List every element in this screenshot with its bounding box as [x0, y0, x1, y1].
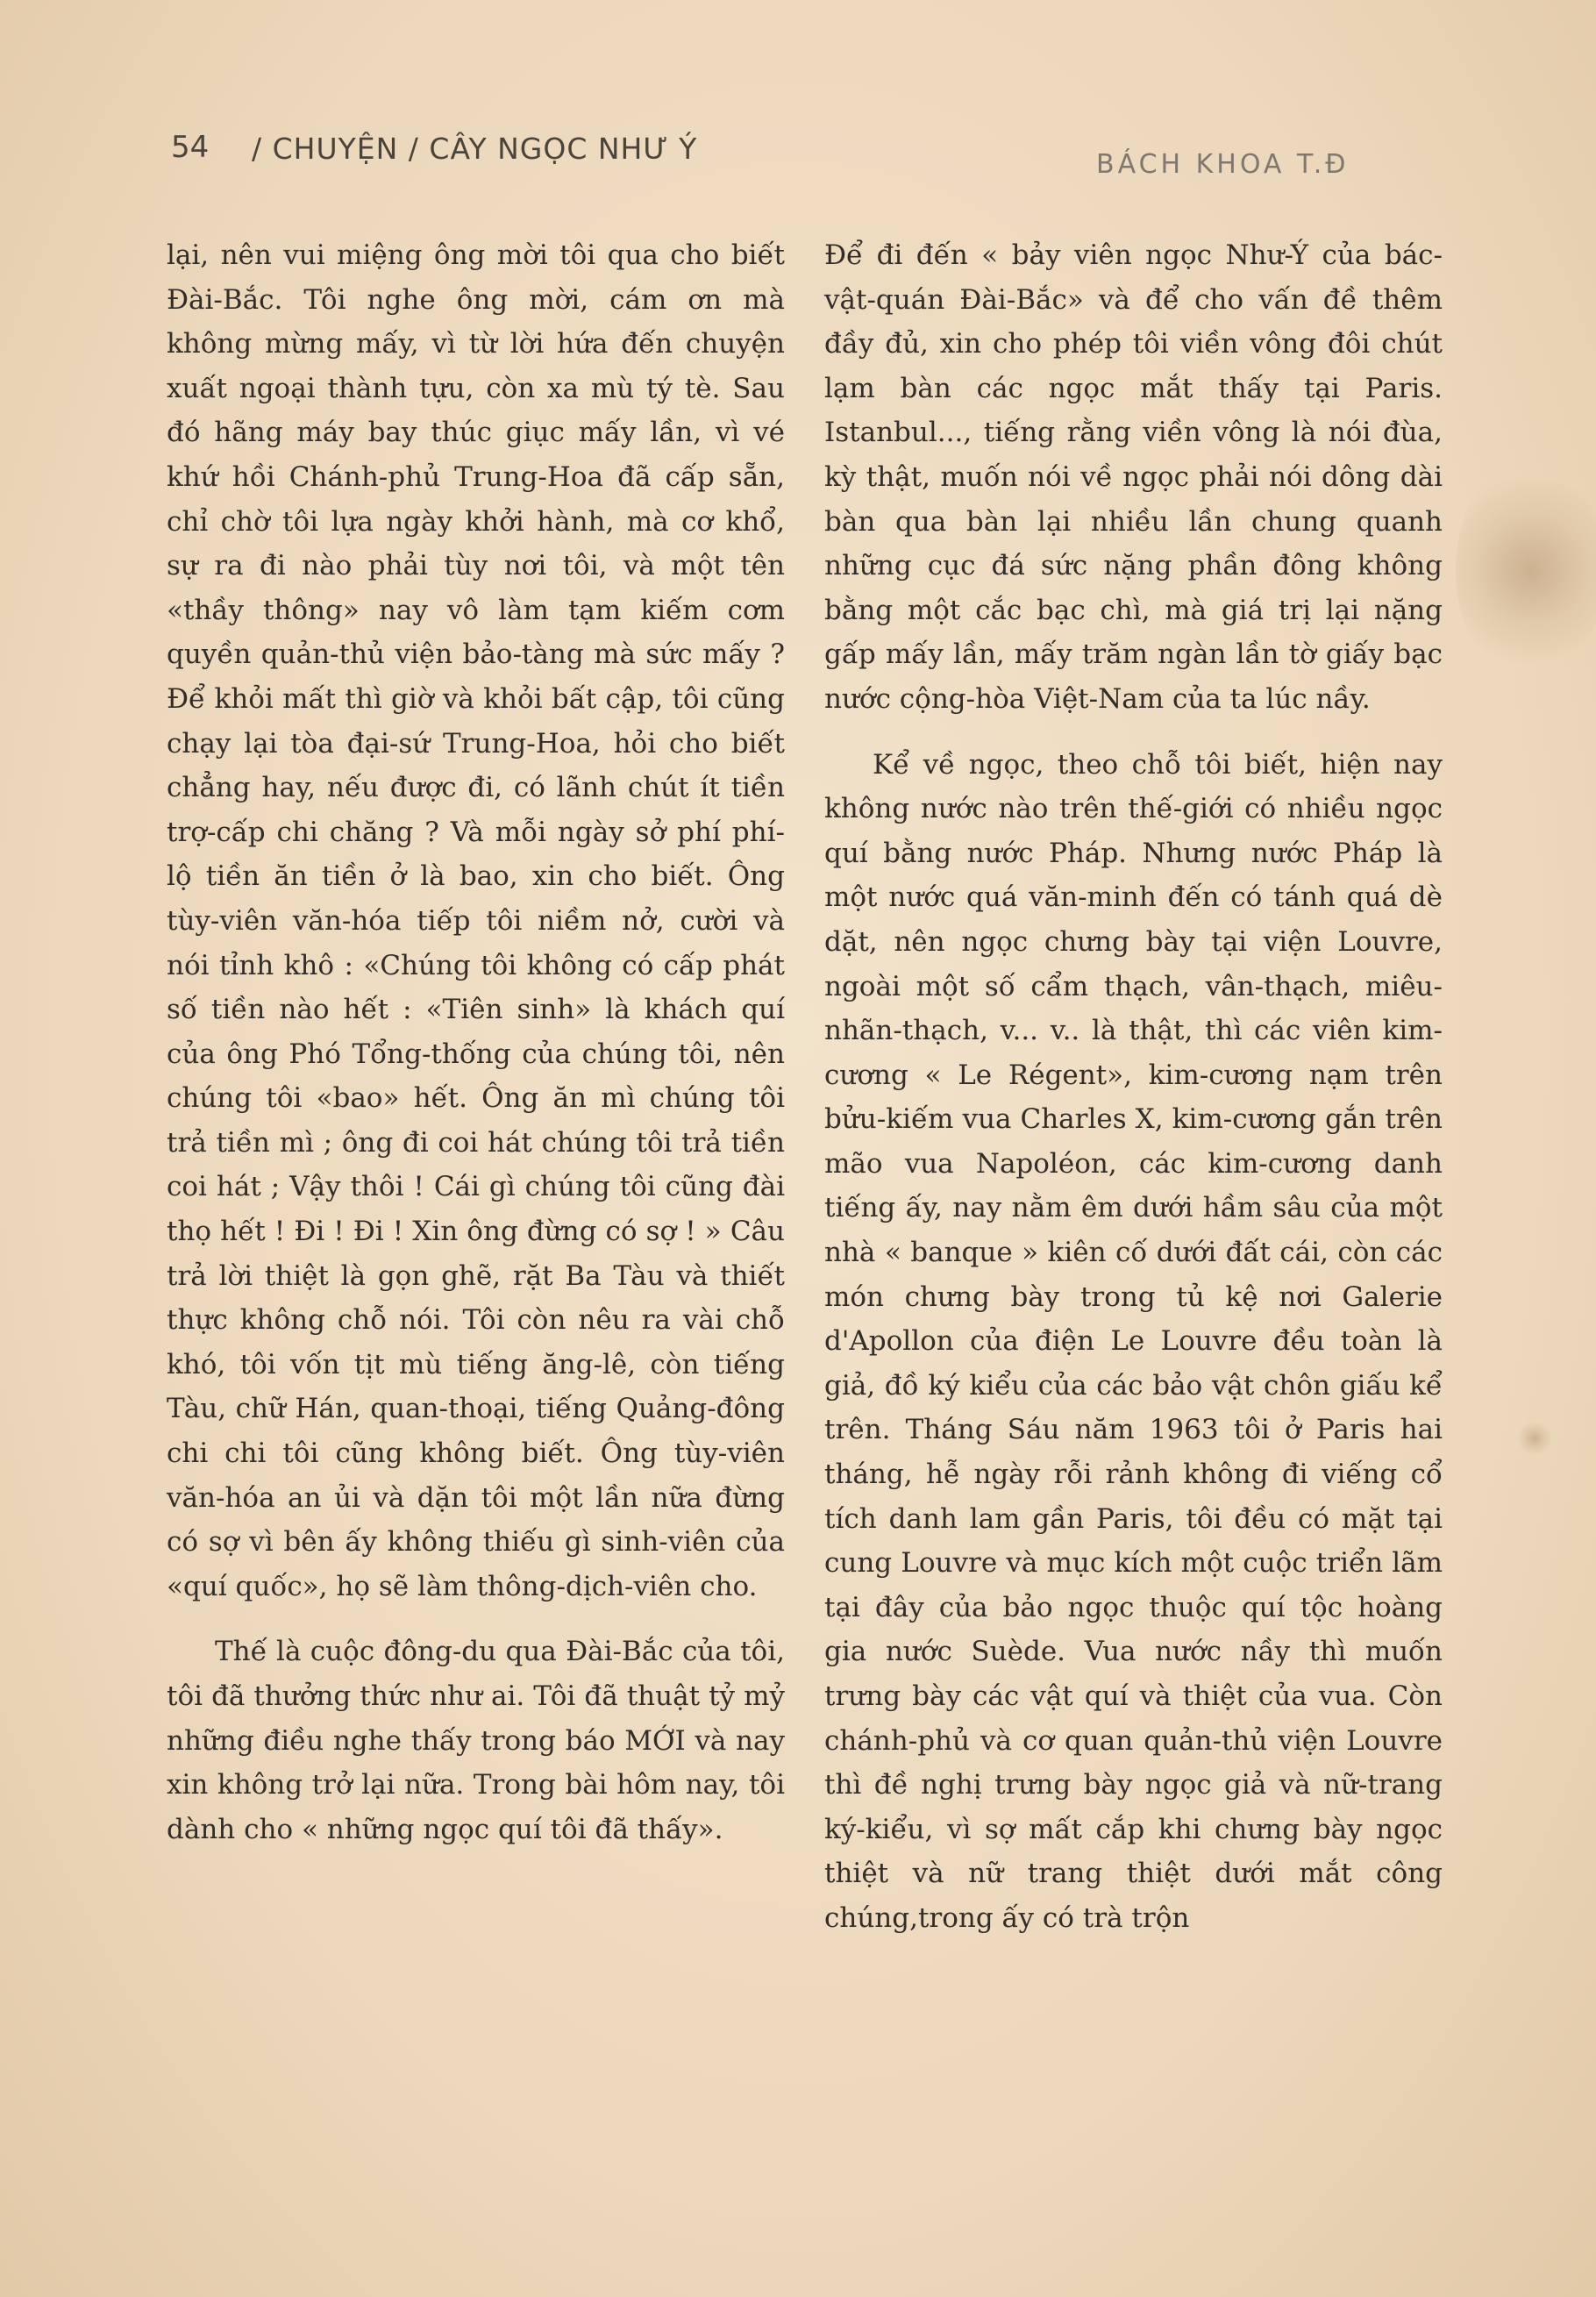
- running-title: / CHUYỆN / CÂY NGỌC NHƯ Ý: [252, 132, 698, 166]
- paragraph: Thế là cuộc đông-du qua Đài-Bắc của tôi, tôi đã thưởng thức như ai. Tôi đã thuật tỷ mỷ những điều nghe thấy trong báo MỚI và nay xin không trở lại nữa. Trong bài hôm nay, tôi dành cho « những ngọc quí tôi đã thấy».: [167, 1636, 785, 1845]
- right-column: [824, 233, 1443, 1941]
- paragraph: Kể về ngọc, theo chỗ tôi biết, hiện nay không nước nào trên thế-giới có nhiều ngọc quí bằng nước Pháp. Nhưng nước Pháp là một nước quá văn-minh đến có tánh quá dè dặt, nên ngọc chưng bày tại viện Louvre, ngoài một số cẩm thạch, vân-thạch, miêu-nhãn-thạch, v... v.. là thật, thì các viên kim-cương « Le Régent», kim-cương nạm trên bửu-kiếm vua Charles X, kim-cương gắn trên mão vua Napoléon, các kim-cương danh tiếng ấy, nay nằm êm dưới hầm sâu của một nhà « banque » kiên cố dưới đất cái, còn các món chưng bày trong tủ kệ nơi Galerie d'Apollon của điện Le Louvre đều toàn là giả, đồ ký kiểu của các bảo vật chôn giấu kể trên. Tháng Sáu năm 1963 tôi ở Paris hai tháng, hễ ngày rỗi rảnh không đi viếng cổ tích danh lam gần Paris, tôi đều có mặt tại cung Louvre và mục kích một cuộc triển lãm tại đây của bảo ngọc thuộc quí tộc hoàng gia nước Suède. Vua nước nầy thì muốn trưng bày các vật quí và thiệt của vua. Còn chánh-phủ và cơ quan quản-thủ viện Louvre thì đề nghị trưng bày ngọc giả và nữ-trang ký-kiểu, vì sợ mất cắp khi chưng bày ngọc thiệt và nữ trang thiệt dưới mắt công chúng,trong ấy có trà trộn: [824, 748, 1443, 1934]
- page-number: 54: [171, 130, 210, 165]
- publication-name: BÁCH KHOA T.Đ: [1096, 149, 1350, 180]
- page-header: [171, 130, 1434, 182]
- paper-stain: [1517, 1421, 1552, 1456]
- paper-stain: [1456, 456, 1596, 684]
- paragraph: lại, nên vui miệng ông mời tôi qua cho biết Đài-Bắc. Tôi nghe ông mời, cám ơn mà không mừng mấy, vì từ lời hứa đến chuyện xuất ngoại thành tựu, còn xa mù tý tè. Sau đó hãng máy bay thúc giục mấy lần, vì vé khứ hồi Chánh-phủ Trung-Hoa đã cấp sẵn, chỉ chờ tôi lựa ngày khởi hành, mà cơ khổ, sự ra đi nào phải tùy nơi tôi, và một tên «thầy thông» nay vô làm tạm kiếm cơm quyền quản-thủ viện bảo-tàng mà sức mấy ? Để khỏi mất thì giờ và khỏi bất cập, tôi cũng chạy lại tòa đại-sứ Trung-Hoa, hỏi cho biết chẳng hay, nếu được đi, có lãnh chút ít tiền trợ-cấp chi chăng ? Và mỗi ngày sở phí phí-lộ tiền ăn tiền ở là bao, xin cho biết. Ông tùy-viên văn-hóa tiếp tôi niềm nở, cười và nói tỉnh khô : «Chúng tôi không có cấp phát số tiền nào hết : «Tiên sinh» là khách quí của ông Phó Tổng-thống của chúng tôi, nên chúng tôi «bao» hết. Ông ăn mì chúng tôi trả tiền mì ; ông đi coi hát chúng tôi trả tiền coi hát ; Vậy thôi ! Cái gì chúng tôi cũng đài thọ hết ! Đi ! Đi ! Xin ông đừng có sợ ! » Câu trả lời thiệt là gọn ghẽ, rặt Ba Tàu và thiết thực không chỗ nói. Tôi còn nêu ra vài chỗ khó, tôi vốn tịt mù tiếng ăng-lê, còn tiếng Tàu, chữ Hán, quan-thoại, tiếng Quảng-đông chi chi tôi cũng không biết. Ông tùy-viên văn-hóa an ủi và dặn tôi một lần nữa đừng có sợ vì bên ấy không thiếu gì sinh-viên của «quí quốc», họ sẽ làm thông-dịch-viên cho.: [167, 239, 785, 1602]
- left-column: [167, 233, 785, 1851]
- paragraph: Để đi đến « bảy viên ngọc Như-Ý của bác-vật-quán Đài-Bắc» và để cho vấn đề thêm đầy đủ, xin cho phép tôi viền vông đôi chút lạm bàn các ngọc mắt thấy tại Paris. Istanbul..., tiếng rằng viền vông là nói đùa, kỳ thật, muốn nói về ngọc phải nói dông dài bàn qua bàn lại nhiều lần chung quanh những cục đá sức nặng phần đông không bằng một cắc bạc chì, mà giá trị lại nặng gấp mấy lần, mấy trăm ngàn lần tờ giấy bạc nước cộng-hòa Việt-Nam của ta lúc nầy.: [824, 239, 1443, 715]
